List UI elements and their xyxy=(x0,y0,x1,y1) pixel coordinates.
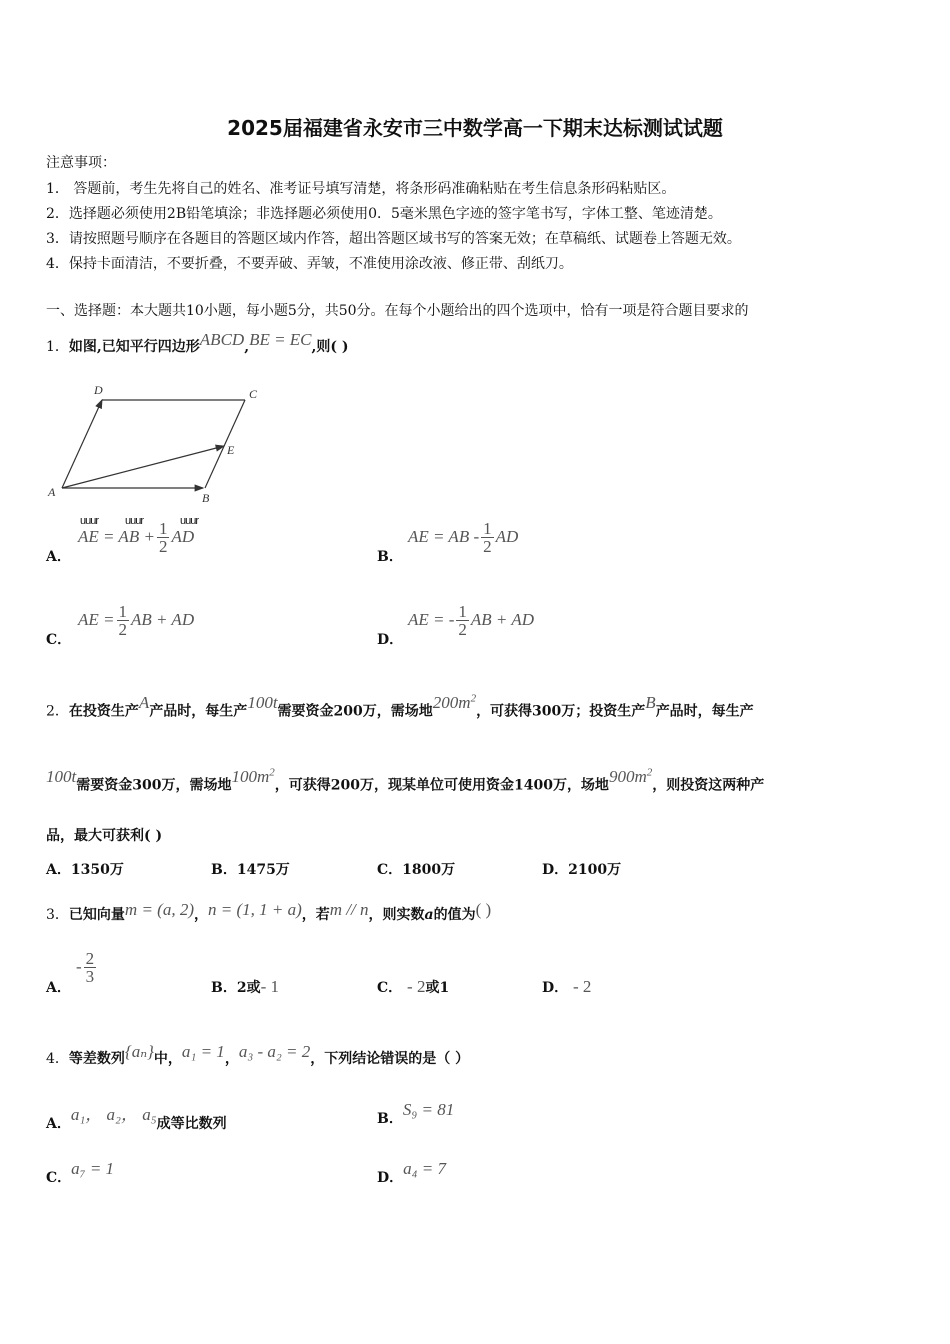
fraction: $\frac{1}{2}$ xyxy=(483,519,492,556)
q1-text: 如图,已知平行四边形 xyxy=(68,339,200,355)
page-title: 2025届福建省永安市三中数学高一下期末达标测试试题 xyxy=(227,116,723,140)
q1-opt-b-expr-b: AD xyxy=(495,527,519,546)
label-b: B xyxy=(202,491,210,505)
q1-opt-a-expr: AE = AB + xyxy=(78,527,155,546)
question-number: 1． xyxy=(46,339,69,355)
q4-text: ， xyxy=(224,1051,239,1067)
q4-text: 中， xyxy=(153,1051,182,1067)
label-a: A xyxy=(48,485,56,499)
q2-text: 需要资金300万，需场地 xyxy=(76,777,232,794)
notice-item-3: 3．请按照题号顺序在各题目的答题区域内作答，超出答题区域书写的答案无效；在草稿纸、试题卷上答题无效。 xyxy=(46,231,741,247)
q2-text: 产品时，每生产 xyxy=(149,703,248,720)
question-4-stem xyxy=(46,1042,470,1068)
q3-text: ， xyxy=(194,907,208,923)
minus-sign: - xyxy=(76,957,82,976)
question-2-line-3: 品，最大可获利( ) xyxy=(46,828,163,844)
q2-option-b[interactable]: B．1475万 xyxy=(211,862,290,878)
q3-option-d[interactable]: D． - 2 xyxy=(542,977,592,996)
q4-math-seq: {aₙ} xyxy=(124,1042,154,1061)
q4-option-c[interactable]: C．a₇ = 1 xyxy=(46,1159,115,1186)
vector-ae xyxy=(62,446,224,488)
question-number: 3． xyxy=(46,907,69,923)
q3-text: 的值为 xyxy=(433,907,476,923)
q3-option-b[interactable]: B．2或- 1 xyxy=(211,977,280,996)
q2-text: ，可获得200万，现某单位可使用资金1400万，场地 xyxy=(274,777,609,794)
q3-answer-paren: ( ) xyxy=(475,900,492,919)
vector-arrow-mark: uuur xyxy=(125,515,144,527)
question-2-line-2 xyxy=(46,766,765,795)
q2-math-a: A xyxy=(138,692,150,712)
q4-option-a[interactable]: A．a₁， a₂， a₅成等比数列 xyxy=(46,1105,227,1132)
q2-text: 产品时，每生产 xyxy=(655,703,754,720)
question-3-stem xyxy=(46,900,492,924)
q3-math-parallel: m // n xyxy=(329,900,369,919)
q1-opt-c-expr: AE = xyxy=(78,610,115,629)
q1-text-end: ,则( ) xyxy=(311,339,349,355)
vector-arrow-mark: uuur xyxy=(80,515,99,527)
q2-option-c[interactable]: C．1800万 xyxy=(377,862,456,878)
q1-opt-d-expr-b: AB + AD xyxy=(470,610,535,629)
notice-item-2: 2．选择题必须使用2B铅笔填涂；非选择题必须使用0．5毫米黑色字迹的签字笔书写，字体工整、笔迹清楚。 xyxy=(46,206,722,222)
q1-opt-a-expr-b: AD xyxy=(171,527,195,546)
question-2-line-1 xyxy=(46,692,754,721)
q1-option-b-label[interactable]: B． xyxy=(377,549,403,565)
edge-cb xyxy=(205,400,245,488)
q4-math-diff: a₃ - a₂ = 2 xyxy=(238,1042,311,1061)
q1-opt-c-expr-b: AB + AD xyxy=(131,610,195,629)
q3-option-a-label[interactable]: A． xyxy=(46,980,71,996)
q2-math-200m2: $200m^2$ xyxy=(432,692,477,712)
q4-math-a1: a₁ = 1 xyxy=(181,1042,225,1061)
fraction: $\frac{1}{2}$ xyxy=(118,602,127,639)
q1-option-c-label[interactable]: C． xyxy=(46,632,72,648)
q1-math-abcd: ABCD xyxy=(199,330,245,349)
q1-option-b[interactable] xyxy=(408,520,518,555)
parallelogram-figure xyxy=(40,376,280,506)
q3-text: ，则实数 xyxy=(368,907,425,923)
fraction: $\frac{2}{3}$ xyxy=(85,949,95,986)
q3-var-a: a xyxy=(424,907,434,923)
q1-option-c[interactable] xyxy=(78,603,194,638)
q1-math-be-ec: BE = EC xyxy=(249,330,312,349)
vector-arrow-mark: uuur xyxy=(180,515,199,527)
question-1-stem: 1．如图,已知平行四边形ABCD,BE = EC,则( ) xyxy=(46,330,349,355)
q2-text: ，则投资这两种产 xyxy=(652,777,765,794)
q2-math-100t: 100t xyxy=(46,766,77,786)
q3-option-c[interactable]: C． - 2或1 xyxy=(377,977,450,996)
section-heading: 一、选择题：本大题共10小题，每小题5分，共50分。在每个小题给出的四个选项中，恰有一项是符合题目要求的 xyxy=(46,303,749,319)
fraction: $\frac{1}{2}$ xyxy=(458,602,467,639)
q2-math-b: B xyxy=(645,692,656,712)
q1-option-a-label[interactable]: A． xyxy=(46,549,71,565)
label-d: D xyxy=(94,383,103,397)
q1-opt-d-expr: AE = - xyxy=(408,610,455,629)
q2-option-d[interactable]: D．2100万 xyxy=(542,862,622,878)
q4-option-b[interactable]: B．S₉ = 81 xyxy=(377,1100,455,1127)
fraction: $\frac{1}{2}$ xyxy=(158,519,168,556)
q3-option-a[interactable] xyxy=(76,950,98,985)
q2-text: 在投资生产 xyxy=(68,703,139,720)
q4-text: 等差数列 xyxy=(68,1051,125,1067)
notice-item-1: 1． 答题前，考生先将自己的姓名、准考证号填写清楚，将条形码准确粘贴在考生信息条形码粘贴区。 xyxy=(46,181,676,197)
q2-text: 需要资金200万，需场地 xyxy=(277,703,433,720)
q1-option-a[interactable] xyxy=(78,520,194,555)
label-e: E xyxy=(227,443,235,457)
q2-text: ，可获得300万；投资生产 xyxy=(476,703,646,720)
q1-option-d-label[interactable]: D． xyxy=(377,632,404,648)
q2-math-900m2: $900m^2$ xyxy=(608,766,653,786)
notice-item-4: 4．保持卡面清洁，不要折叠，不要弄破、弄皱，不准使用涂改液、修正带、刮纸刀。 xyxy=(46,256,573,272)
q1-opt-b-expr: AE = AB - xyxy=(408,527,480,546)
vector-ad xyxy=(62,400,102,488)
q4-text: ，下列结论错误的是（ ） xyxy=(310,1051,470,1067)
label-c: C xyxy=(249,387,258,401)
q2-math-100t: 100t xyxy=(247,692,278,712)
q2-option-a[interactable]: A．1350万 xyxy=(46,862,124,878)
q3-math-n: n = (1, 1 + a) xyxy=(208,900,302,919)
q3-text: ，若 xyxy=(301,907,330,923)
q1-option-d[interactable] xyxy=(408,603,534,638)
q3-math-m: m = (a, 2) xyxy=(124,900,194,919)
question-number: 4． xyxy=(46,1051,69,1067)
q2-math-100m2: $100m^2$ xyxy=(231,766,275,786)
q3-text: 已知向量 xyxy=(68,907,125,923)
q4-option-d[interactable]: D．a₄ = 7 xyxy=(377,1159,447,1186)
notice-heading: 注意事项： xyxy=(46,155,116,171)
question-number: 2． xyxy=(46,703,69,720)
